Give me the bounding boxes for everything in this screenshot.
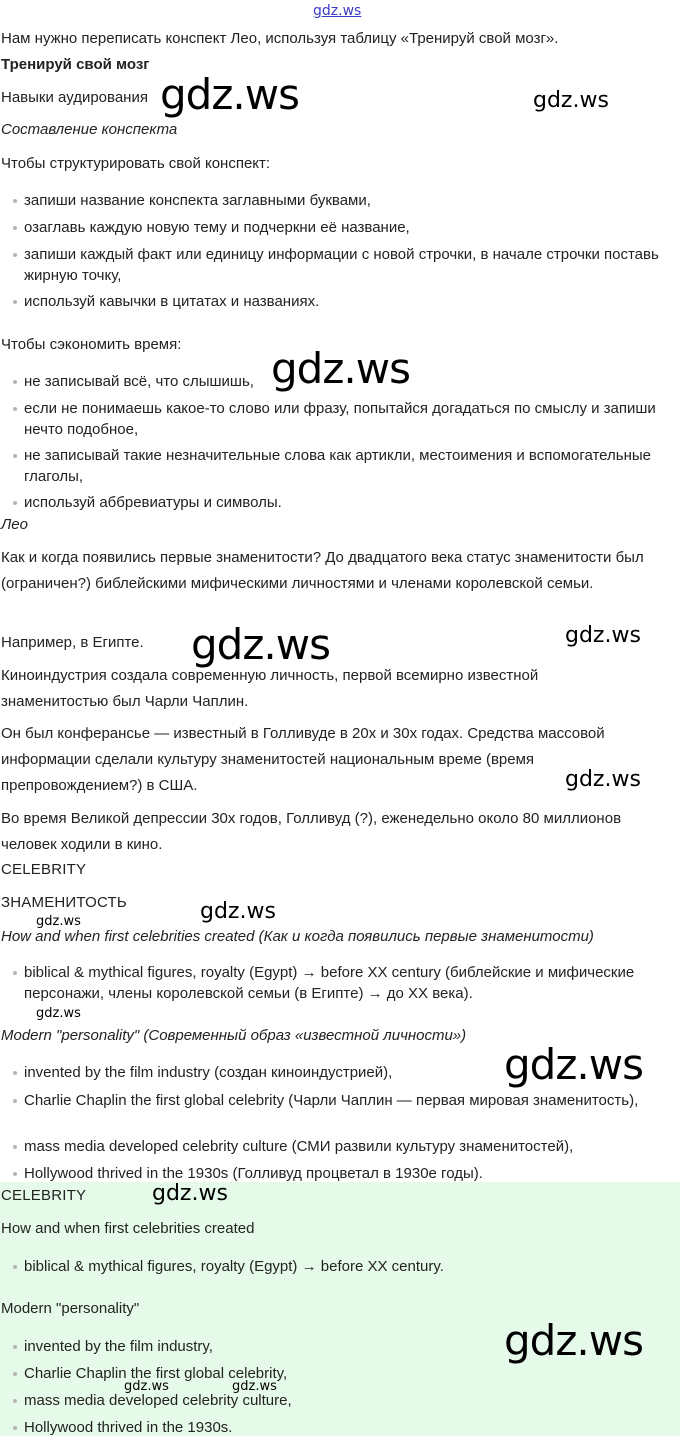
structure-heading: Чтобы структурировать свой конспект:	[1, 155, 271, 172]
note-making-label: Составление конспекта	[1, 121, 178, 138]
list-item-text: запиши каждый факт или единицу информации с новой строчки, в начале строчки поставь жирную точку,	[24, 246, 659, 284]
list-item	[0, 1363, 660, 1384]
list-item-text: mass media developed celebrity culture,	[24, 1392, 292, 1409]
list-item	[0, 244, 660, 286]
final-heading-1: How and when first celebrities created	[1, 1220, 255, 1237]
watermark: gdz.ws	[191, 620, 330, 669]
list-item-text: не записывай всё, что слышишь,	[24, 373, 254, 390]
list-item-text: Charlie Chaplin the first global celebrity (Чарли Чаплин — первая мировая знаменитость),	[24, 1092, 639, 1109]
list-item-text: biblical & mythical figures, royalty (Egypt) → before XX century (библейские и мифические персонажи, члены королевской семьи (в Египте) → до XX века).	[24, 964, 635, 1002]
bullet-icon	[13, 1265, 17, 1269]
list-item-text: Hollywood thrived in the 1930s (Голливуд процветал в 1930е годы).	[24, 1165, 483, 1182]
watermark: gdz.ws	[504, 1040, 643, 1089]
watermark: gdz.ws	[36, 1006, 81, 1021]
watermark: gdz.ws	[160, 70, 299, 119]
list-item-text: используй аббревиатуры и символы.	[24, 494, 282, 511]
bullet-icon	[13, 300, 17, 304]
list-item	[0, 445, 660, 487]
list-item	[0, 398, 660, 440]
watermark: gdz.ws	[232, 1379, 277, 1394]
leo-paragraph: Он был конферансье — известный в Голливуде в 20х и 30х годах. Средства массовой информации сделали культуру знаменитостей национальным време (время препровождением?) в США.	[1, 725, 605, 794]
list-item-text: используй кавычки в цитатах и названиях.	[24, 293, 320, 310]
bullet-icon	[13, 971, 17, 975]
bullet-icon	[13, 454, 17, 458]
leo-paragraph: Например, в Египте.	[1, 634, 144, 651]
intro-text: Нам нужно переписать конспект Лео, используя таблицу «Тренируй свой мозг».	[1, 30, 559, 47]
watermark-top-link[interactable]: gdz.ws	[313, 3, 362, 19]
list-item-text: invented by the film industry (создан киноиндустрией),	[24, 1064, 393, 1081]
list-item-text: mass media developed celebrity culture (СМИ развили культуру знаменитостей),	[24, 1138, 574, 1155]
watermark: gdz.ws	[565, 623, 641, 648]
bullet-icon	[13, 1345, 17, 1349]
list-item-text: Charlie Chaplin the first global celebrity,	[24, 1365, 288, 1382]
save-time-heading: Чтобы сэкономить время:	[1, 336, 182, 353]
bullet-icon	[13, 1399, 17, 1403]
watermark: gdz.ws	[565, 767, 641, 792]
bullet-icon	[13, 380, 17, 384]
watermark: gdz.ws	[504, 1316, 643, 1365]
list-item	[0, 1136, 660, 1157]
bullet-icon	[13, 199, 17, 203]
list-item-text: invented by the film industry,	[24, 1338, 213, 1355]
bullet-icon	[13, 1172, 17, 1176]
list-item-text: Hollywood thrived in the 1930s.	[24, 1419, 233, 1436]
watermark: gdz.ws	[124, 1379, 169, 1394]
bullet-icon	[13, 1426, 17, 1430]
notes-heading-2: Modern "personality" (Современный образ «известной личности»)	[1, 1027, 467, 1044]
list-item	[0, 962, 660, 1004]
list-item	[0, 190, 660, 211]
leo-paragraph: Как и когда появились первые знаменитости? До двадцатого века статус знаменитости был (ограничен?) библейскими мифическими личностями и членами королевской семьи.	[1, 549, 644, 592]
bullet-icon	[13, 501, 17, 505]
list-item	[0, 1256, 660, 1277]
final-heading-2: Modern "personality"	[1, 1300, 140, 1317]
watermark: gdz.ws	[533, 88, 609, 113]
list-item	[0, 1090, 660, 1111]
bullet-icon	[13, 1372, 17, 1376]
list-item-text: не записывай такие незначительные слова как артикли, местоимения и вспомогательные глаголы,	[24, 447, 651, 485]
bullet-icon	[13, 1099, 17, 1103]
notes-heading-1: How and when first celebrities created (Как и когда появились первые знаменитости)	[1, 928, 594, 945]
bullet-icon	[13, 226, 17, 230]
celebrity-title-ru: ЗНАМЕНИТОСТЬ	[1, 894, 127, 911]
skills-label: Навыки аудирования	[1, 89, 148, 106]
list-item	[0, 291, 660, 312]
watermark: gdz.ws	[36, 914, 81, 929]
bullet-icon	[13, 253, 17, 257]
list-item	[0, 1417, 660, 1438]
celebrity-title: CELEBRITY	[1, 861, 87, 878]
bullet-icon	[13, 407, 17, 411]
leo-paragraph: Киноиндустрия создала современную личность, первой всемирно известной знаменитостью был Чарли Чаплин.	[1, 667, 539, 710]
list-item	[0, 217, 660, 238]
leo-label: Лео	[1, 516, 28, 533]
bullet-icon	[13, 1145, 17, 1149]
list-item-text: озаглавь каждую новую тему и подчеркни её название,	[24, 219, 410, 236]
final-celebrity-title: CELEBRITY	[1, 1187, 87, 1204]
list-item-text: если не понимаешь какое-то слово или фразу, попытайся догадаться по смыслу и запиши нечто подобное,	[24, 400, 656, 438]
list-item-text: biblical & mythical figures, royalty (Egypt) → before XX century.	[24, 1258, 444, 1275]
watermark: gdz.ws	[271, 344, 410, 393]
watermark: gdz.ws	[200, 899, 276, 924]
list-item	[0, 1163, 660, 1184]
watermark: gdz.ws	[152, 1181, 228, 1206]
section-title: Тренируй свой мозг	[1, 56, 150, 73]
list-item-text: запиши название конспекта заглавными буквами,	[24, 192, 371, 209]
bullet-icon	[13, 1071, 17, 1075]
leo-paragraph: Во время Великой депрессии 30х годов, Голливуд (?), еженедельно около 80 миллионов человек ходили в кино.	[1, 810, 622, 853]
list-item	[0, 492, 660, 513]
list-item	[0, 1390, 660, 1411]
